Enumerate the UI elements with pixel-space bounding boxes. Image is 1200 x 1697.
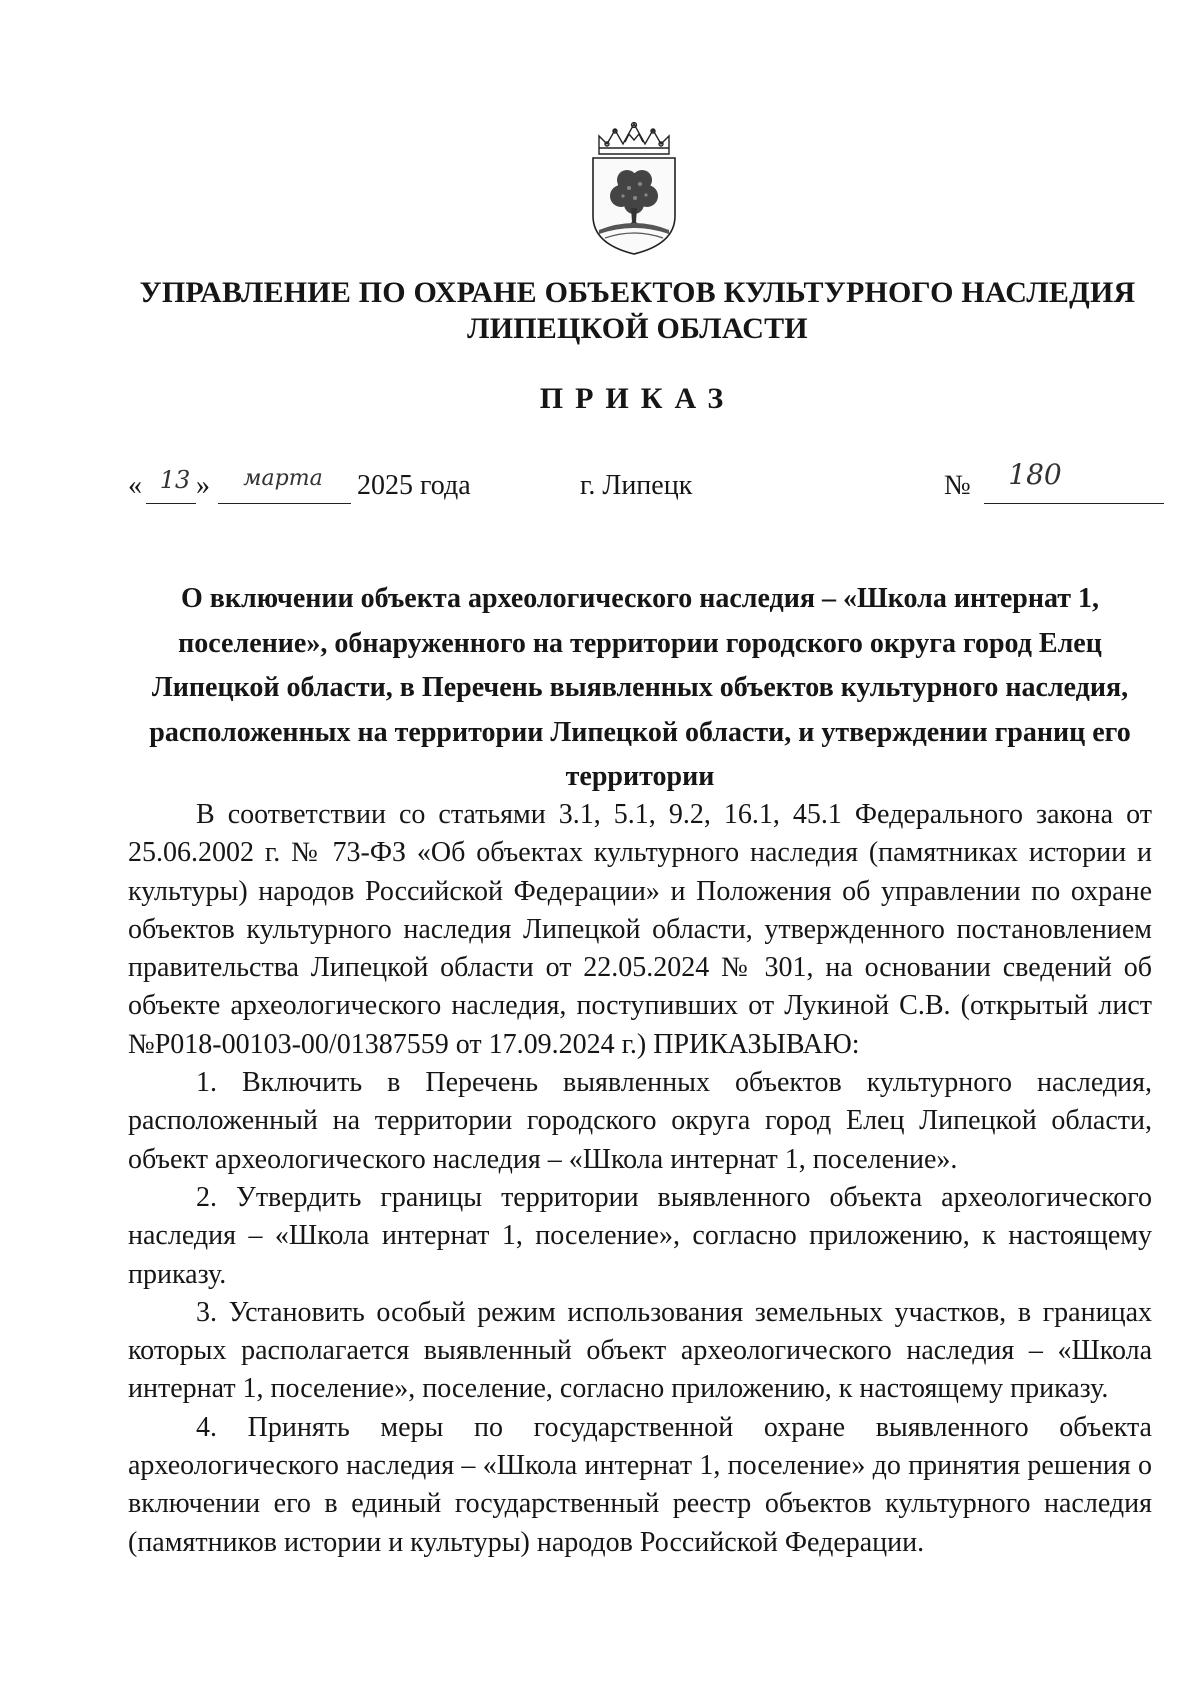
organization-name-line2: ЛИПЕЦКОЙ ОБЛАСТИ: [467, 312, 808, 345]
number-label: №: [944, 470, 971, 501]
handwritten-day: 13: [159, 466, 191, 494]
number-underline: [984, 503, 1164, 504]
body-intro-paragraph: В соответствии со статьями 3.1, 5.1, 9.2, 16.1, 45.1 Федерального закона от 25.06.2002 г. № 73-ФЗ «Об объектах культурного наследия (памятниках истории и культуры) народов Российской Федерации» и Положения об управлении по охране объектов культурного наследия Липецкой области, утвержденного постановлением правительства Липецкой области от 22.05.2024 № 301, на основании сведений об объекте археологического наследия, поступивших от Лукиной С.В. (открытый лист №Р018-00103-00/01387559 от 17.09.2024 г.) ПРИКАЗЫВАЮ:: [128, 799, 1152, 1060]
order-item-4: 4. Принять меры по государственной охране выявленного объекта археологического наследия – «Школа интернат 1, поселение» до принятия решения о включении его в единый государственный реестр объектов культурного наследия (памятников истории и культуры) народов Российской Федерации.: [128, 1411, 1152, 1558]
date-quote-close: »: [196, 470, 210, 501]
month-underline: [218, 503, 351, 504]
document-type-heading: ПРИКАЗ: [539, 382, 736, 415]
order-title: О включении объекта археологического наследия – «Школа интернат 1, поселение», обнаруженного на территории городского округа город Елец Липецкой области, в Перечень выявленных объектов культурного наследия, расположенных на территории Липецкой области, и утверждении границ его территории: [149, 583, 1131, 793]
order-item-1: 1. Включить в Перечень выявленных объектов культурного наследия, расположенный на территории городского округа город Елец Липецкой области, объект археологического наследия – «Школа интернат 1, поселение».: [128, 1067, 1152, 1175]
order-item-2: 2. Утвердить границы территории выявленного объекта археологического наследия – «Школа интернат 1, поселение», согласно приложению, к настоящему приказу.: [128, 1181, 1152, 1290]
handwritten-month: марта: [243, 466, 323, 491]
handwritten-document-number: 180: [1008, 458, 1062, 491]
date-quote-open: «: [128, 470, 142, 501]
coat-of-arms-emblem: [585, 118, 683, 256]
day-underline: [146, 503, 196, 504]
organization-name-line1: УПРАВЛЕНИЕ ПО ОХРАНЕ ОБЪЕКТОВ КУЛЬТУРНОГО НАСЛЕДИЯ: [139, 276, 1136, 309]
order-item-3: 3. Установить особый режим использования земельных участков, в границах которых располагается выявленный объект археологического наследия – «Школа интернат 1, поселение», поселение, согласно приложению, к настоящему приказу.: [128, 1296, 1152, 1405]
order-body: [128, 796, 1152, 1562]
city-name: г. Липецк: [580, 470, 693, 501]
date-year: 2025 года: [357, 470, 471, 501]
